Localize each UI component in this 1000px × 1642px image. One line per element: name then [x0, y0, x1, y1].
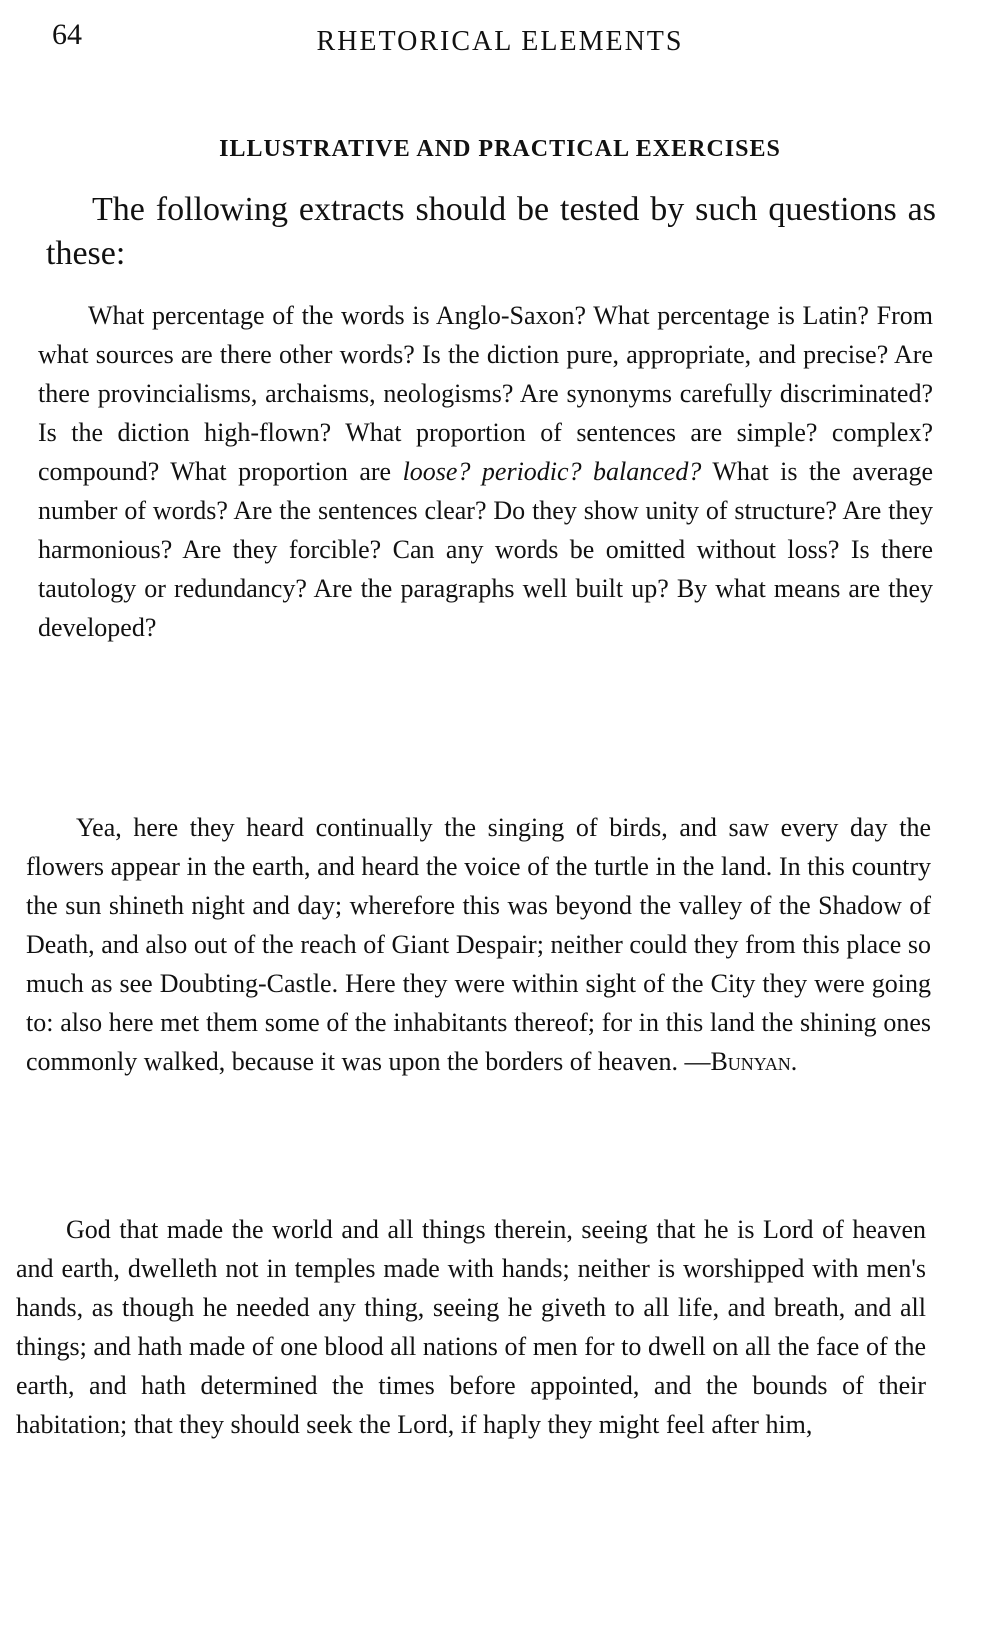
- extract-bunyan: [26, 808, 931, 1081]
- extract-bunyan-text: Yea, here they heard continually the singing of birds, and saw every day the flowers appear in the earth, and heard the voice of the turtle in the land. In this country the sun shineth night and day; wherefore this was beyond the valley of the Shadow of Death, and also out of the reach of Giant Despair; neither could they from this place so much as see Doubting-Castle. Here they were within sight of the City they were going to: also here met them some of the inhabitants thereof; for in this land the shining ones commonly walked, because it was upon the borders of heaven. —: [26, 813, 931, 1076]
- intro-paragraph: The following extracts should be tested by such questions as these:: [46, 191, 936, 272]
- questions-text-continued: What is the average number of words? Are the sentences clear? Do they show unity of structure? Are they harmonious? Are they forcible? Can any words be omitted without loss? Is there tautology or redundancy? Are the paragraphs well built up? By what means are they developed?: [38, 457, 934, 642]
- questions-paragraph: [38, 296, 933, 647]
- section-heading: ILLUSTRATIVE AND PRACTICAL EXERCISES: [219, 136, 781, 162]
- questions-text: What percentage of the words is Anglo-Saxon? What percentage is Latin? From what sources are there other words? Is the diction pure, appropriate, and precise? Are there provincialisms, archaisms, neologisms? Are synonyms carefully discriminated? Is the diction high-flown? What proportion of sentences are simple? complex? compound? What proportion are: [38, 301, 933, 486]
- extract-acts: [16, 1210, 926, 1444]
- running-title: RHETORICAL ELEMENTS: [316, 26, 684, 57]
- sentence-types-italic: loose? periodic? balanced?: [402, 457, 702, 486]
- running-head: [0, 18, 1000, 68]
- extract-bunyan-author: Bunyan.: [710, 1047, 798, 1076]
- extract-acts-text: God that made the world and all things therein, seeing that he is Lord of heaven and earth, dwelleth not in temples made with hands; neither is worshipped with men's hands, as though he needed any thing, seeing he giveth to all life, and breath, and all things; and hath made of one blood all nations of men for to dwell on all the face of the earth, and hath determined the times before appointed, and the bounds of their habitation; that they should seek the Lord, if haply they might feel after him,: [16, 1215, 926, 1439]
- page-number: 64: [52, 18, 82, 51]
